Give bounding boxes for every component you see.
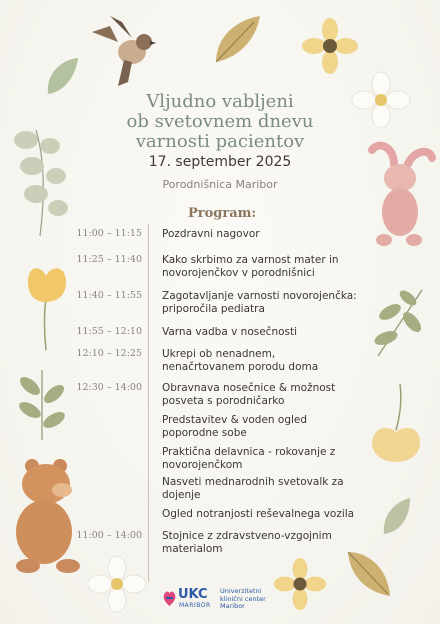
- title-line: varnosti pacientov: [135, 131, 305, 152]
- program-activity: Obravnava nosečnice & možnost posveta s porodničarko: [162, 382, 336, 407]
- logo-city: MARIBOR: [179, 602, 211, 609]
- program-time: 11:25 – 11:40: [76, 254, 142, 265]
- program-activity: Kako skrbimo za varnost mater in novorojenčkov v porodnišnici: [162, 254, 339, 279]
- title-line: ob svetovnem dnevu: [126, 111, 314, 132]
- logo-abbreviation: UKC: [178, 587, 208, 602]
- event-date: 17. september 2025: [148, 154, 292, 170]
- program-time: 11:40 – 11:55: [76, 290, 142, 301]
- program-activity: Stojnice z zdravstveno-vzgojnim materialom: [162, 530, 332, 555]
- white-flower-illustration: [86, 554, 148, 614]
- program-heading: Program:: [188, 206, 257, 221]
- program-activity: Predstavitev & voden ogled poporodne sobe: [162, 414, 308, 439]
- yellow-tulip-illustration: [14, 262, 80, 352]
- program-time: 11:55 – 12:10: [76, 326, 142, 337]
- leaf-branch-illustration: [14, 364, 70, 442]
- program-activity: Pozdravni nagovor: [162, 228, 260, 240]
- yellow-flower-illustration: [300, 16, 360, 76]
- ukc-maribor-logo: [162, 586, 292, 612]
- leaf-illustration: [206, 12, 266, 72]
- teddy-bear-illustration: [12, 456, 88, 574]
- program-activity: Nasveti mednarodnih svetovalk za dojenje: [162, 476, 344, 501]
- program-activity: Ogled notranjosti reševalnega vozila: [162, 508, 355, 520]
- program-time: 12:10 – 12:25: [76, 348, 142, 359]
- program-time: 11:00 – 14:00: [76, 530, 142, 541]
- program-time: 12:30 – 14:00: [76, 382, 142, 393]
- ukc-logo-mark-icon: [162, 588, 177, 608]
- logo-institution-name: Univerzitetni klinični center Maribor: [220, 587, 266, 610]
- event-location: Porodnišnica Maribor: [162, 178, 278, 191]
- program-activity: Varna vadba v nosečnosti: [162, 326, 298, 338]
- sparrow-illustration: [88, 12, 160, 92]
- program-activity: Praktična delavnica - rokovanje z novorojenčkom: [162, 446, 336, 471]
- program-time: 11:00 – 11:15: [76, 228, 142, 239]
- title-line: Vljudno vabljeni: [146, 91, 294, 112]
- program-activity: Zagotavljanje varnosti novorojenčka: priporočila pediatra: [162, 290, 357, 315]
- timeline-divider: [148, 224, 149, 582]
- program-activity: Ukrepi ob nenadnem, nenačrtovanem porodu doma: [162, 348, 319, 373]
- invitation-title: [60, 92, 380, 152]
